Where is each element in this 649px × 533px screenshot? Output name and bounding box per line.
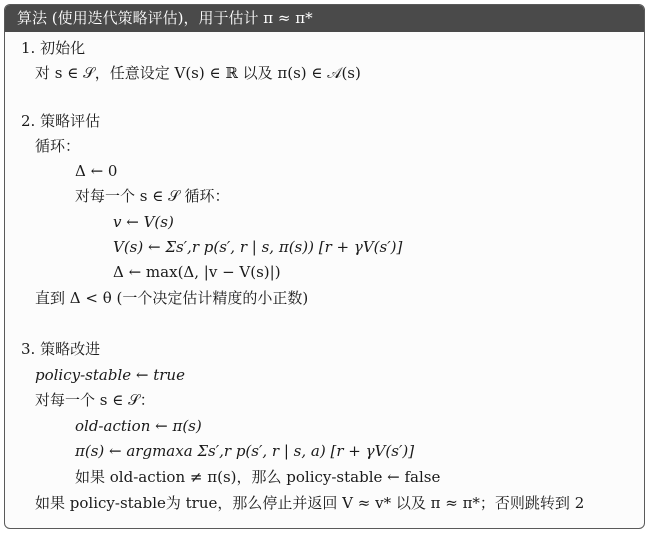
init-line: 对 s ∈ 𝒮，任意设定 V(s) ∈ ℝ 以及 π(s) ∈ 𝒜(s) <box>35 64 361 82</box>
for-each-state-line: 对每一个 s ∈ 𝒮 循环： <box>75 187 230 205</box>
for-each-state-line-2: 对每一个 s ∈ 𝒮： <box>35 391 155 409</box>
stop-condition-line: 如果 policy-stable为 true，那么停止并返回 V ≈ v* 以及 π ≈ π*；否则跳转到 2 <box>35 494 585 512</box>
section-2-heading: 2. 策略评估 <box>21 112 101 130</box>
policy-check-line: 如果 old-action ≠ π(s)，那么 policy-stable ← false <box>75 468 441 486</box>
policy-stable-init-line: policy-stable ← true <box>35 366 185 384</box>
old-action-line: old-action ← π(s) <box>75 417 202 435</box>
until-line: 直到 Δ < θ (一个决定估计精度的小正数) <box>35 289 309 307</box>
section-1-heading: 1. 初始化 <box>21 39 86 57</box>
delta-update-line: Δ ← max(Δ, |v − V(s)|) <box>113 263 281 281</box>
loop-label: 循环： <box>35 137 81 155</box>
bellman-update-line: V(s) ← Σs′,r p(s′, r | s, π(s)) [r + γV(s′)] <box>113 238 403 256</box>
algorithm-box <box>4 4 645 529</box>
algorithm-title: 算法 (使用迭代策略评估)，用于估计 π ≈ π* <box>5 5 644 32</box>
argmax-line: π(s) ← argmaxa Σs′,r p(s′, r | s, a) [r + γV(s′)] <box>75 442 415 460</box>
delta-init-line: Δ ← 0 <box>75 162 118 180</box>
section-3-heading: 3. 策略改进 <box>21 340 101 358</box>
v-assign-line: v ← V(s) <box>113 213 174 231</box>
